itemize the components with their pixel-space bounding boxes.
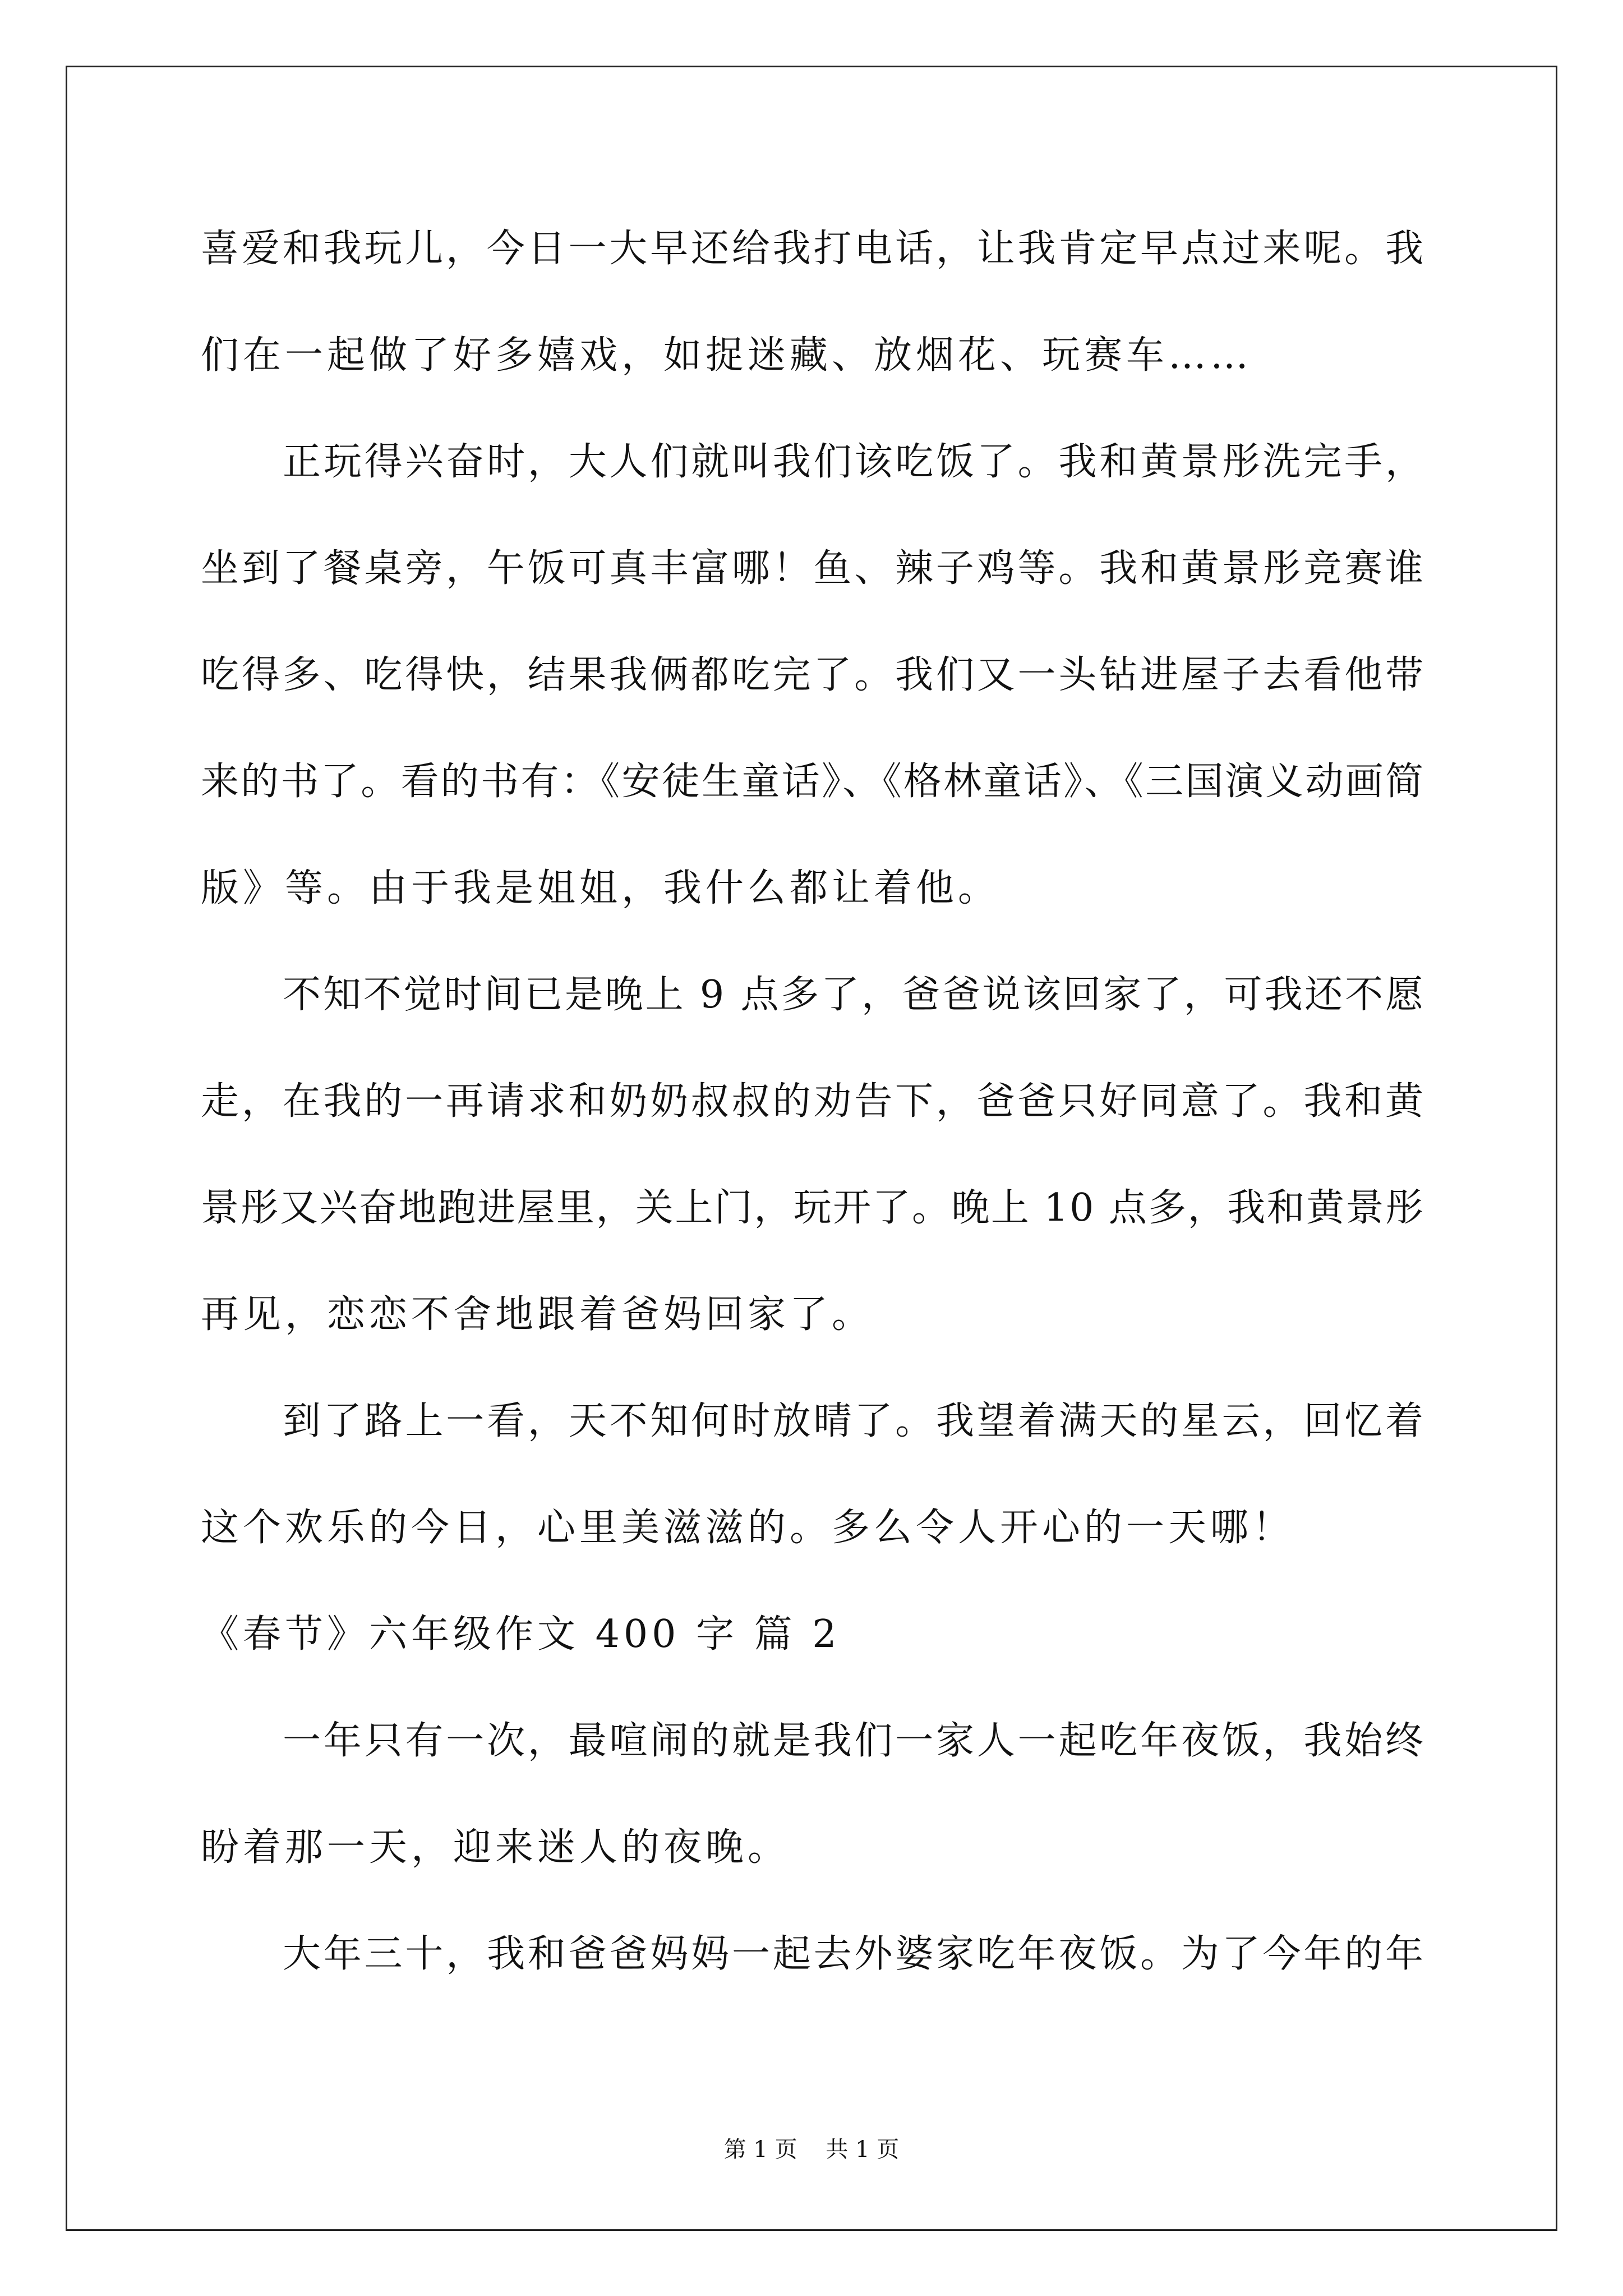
- text-line-9: 走，在我的一再请求和奶奶叔叔的劝告下，爸爸只好同意了。我和黄: [201, 1079, 1426, 1124]
- text-line-4: 坐到了餐桌旁，午饭可真丰富哪！鱼、辣子鸡等。我和黄景彤竞赛谁: [201, 546, 1426, 591]
- text-line-5: 吃得多、吃得快，结果我俩都吃完了。我们又一头钻进屋子去看他带: [201, 653, 1426, 697]
- page-footer: 第 1 页 共 1 页: [723, 2137, 900, 2162]
- text-line-7: 版》等。由于我是姐姐，我什么都让着他。: [201, 866, 1000, 910]
- text-line-16: 盼着那一天，迎来迷人的夜晚。: [201, 1825, 790, 1870]
- section-heading: 《春节》六年级作文 400 字 篇 2: [201, 1612, 841, 1657]
- text-line-6: 来的书了。看的书有：《安徒生童话》、《格林童话》、《三国演义动画简: [201, 760, 1426, 804]
- paragraph-start-line: 一年只有一次，最喧闹的就是我们一家人一起吃年夜饭，我始终: [283, 1719, 1426, 1763]
- text-line-2: 们在一起做了好多嬉戏，如捉迷藏、放烟花、玩赛车……: [201, 333, 1253, 378]
- paragraph-start-line: 不知不觉时间已是晚上 9 点多了，爸爸说该回家了，可我还不愿: [283, 973, 1426, 1017]
- text-line-10: 景彤又兴奋地跑进屋里，关上门，玩开了。晚上 10 点多，我和黄景彤: [201, 1186, 1425, 1230]
- text-line-13: 这个欢乐的今日，心里美滋滋的。多么令人开心的一天哪！: [201, 1506, 1295, 1550]
- page-border: [66, 66, 1557, 2231]
- text-line-11: 再见，恋恋不舍地跟着爸妈回家了。: [201, 1292, 874, 1337]
- paragraph-start-line: 到了路上一看，天不知何时放晴了。我望着满天的星云，回忆着: [283, 1399, 1426, 1443]
- text-line-1: 喜爱和我玩儿，今日一大早还给我打电话，让我肯定早点过来呢。我: [201, 227, 1426, 271]
- paragraph-start-line: 正玩得兴奋时，大人们就叫我们该吃饭了。我和黄景彤洗完手，: [283, 440, 1426, 484]
- paragraph-start-line: 大年三十，我和爸爸妈妈一起去外婆家吃年夜饭。为了今年的年: [283, 1932, 1426, 1976]
